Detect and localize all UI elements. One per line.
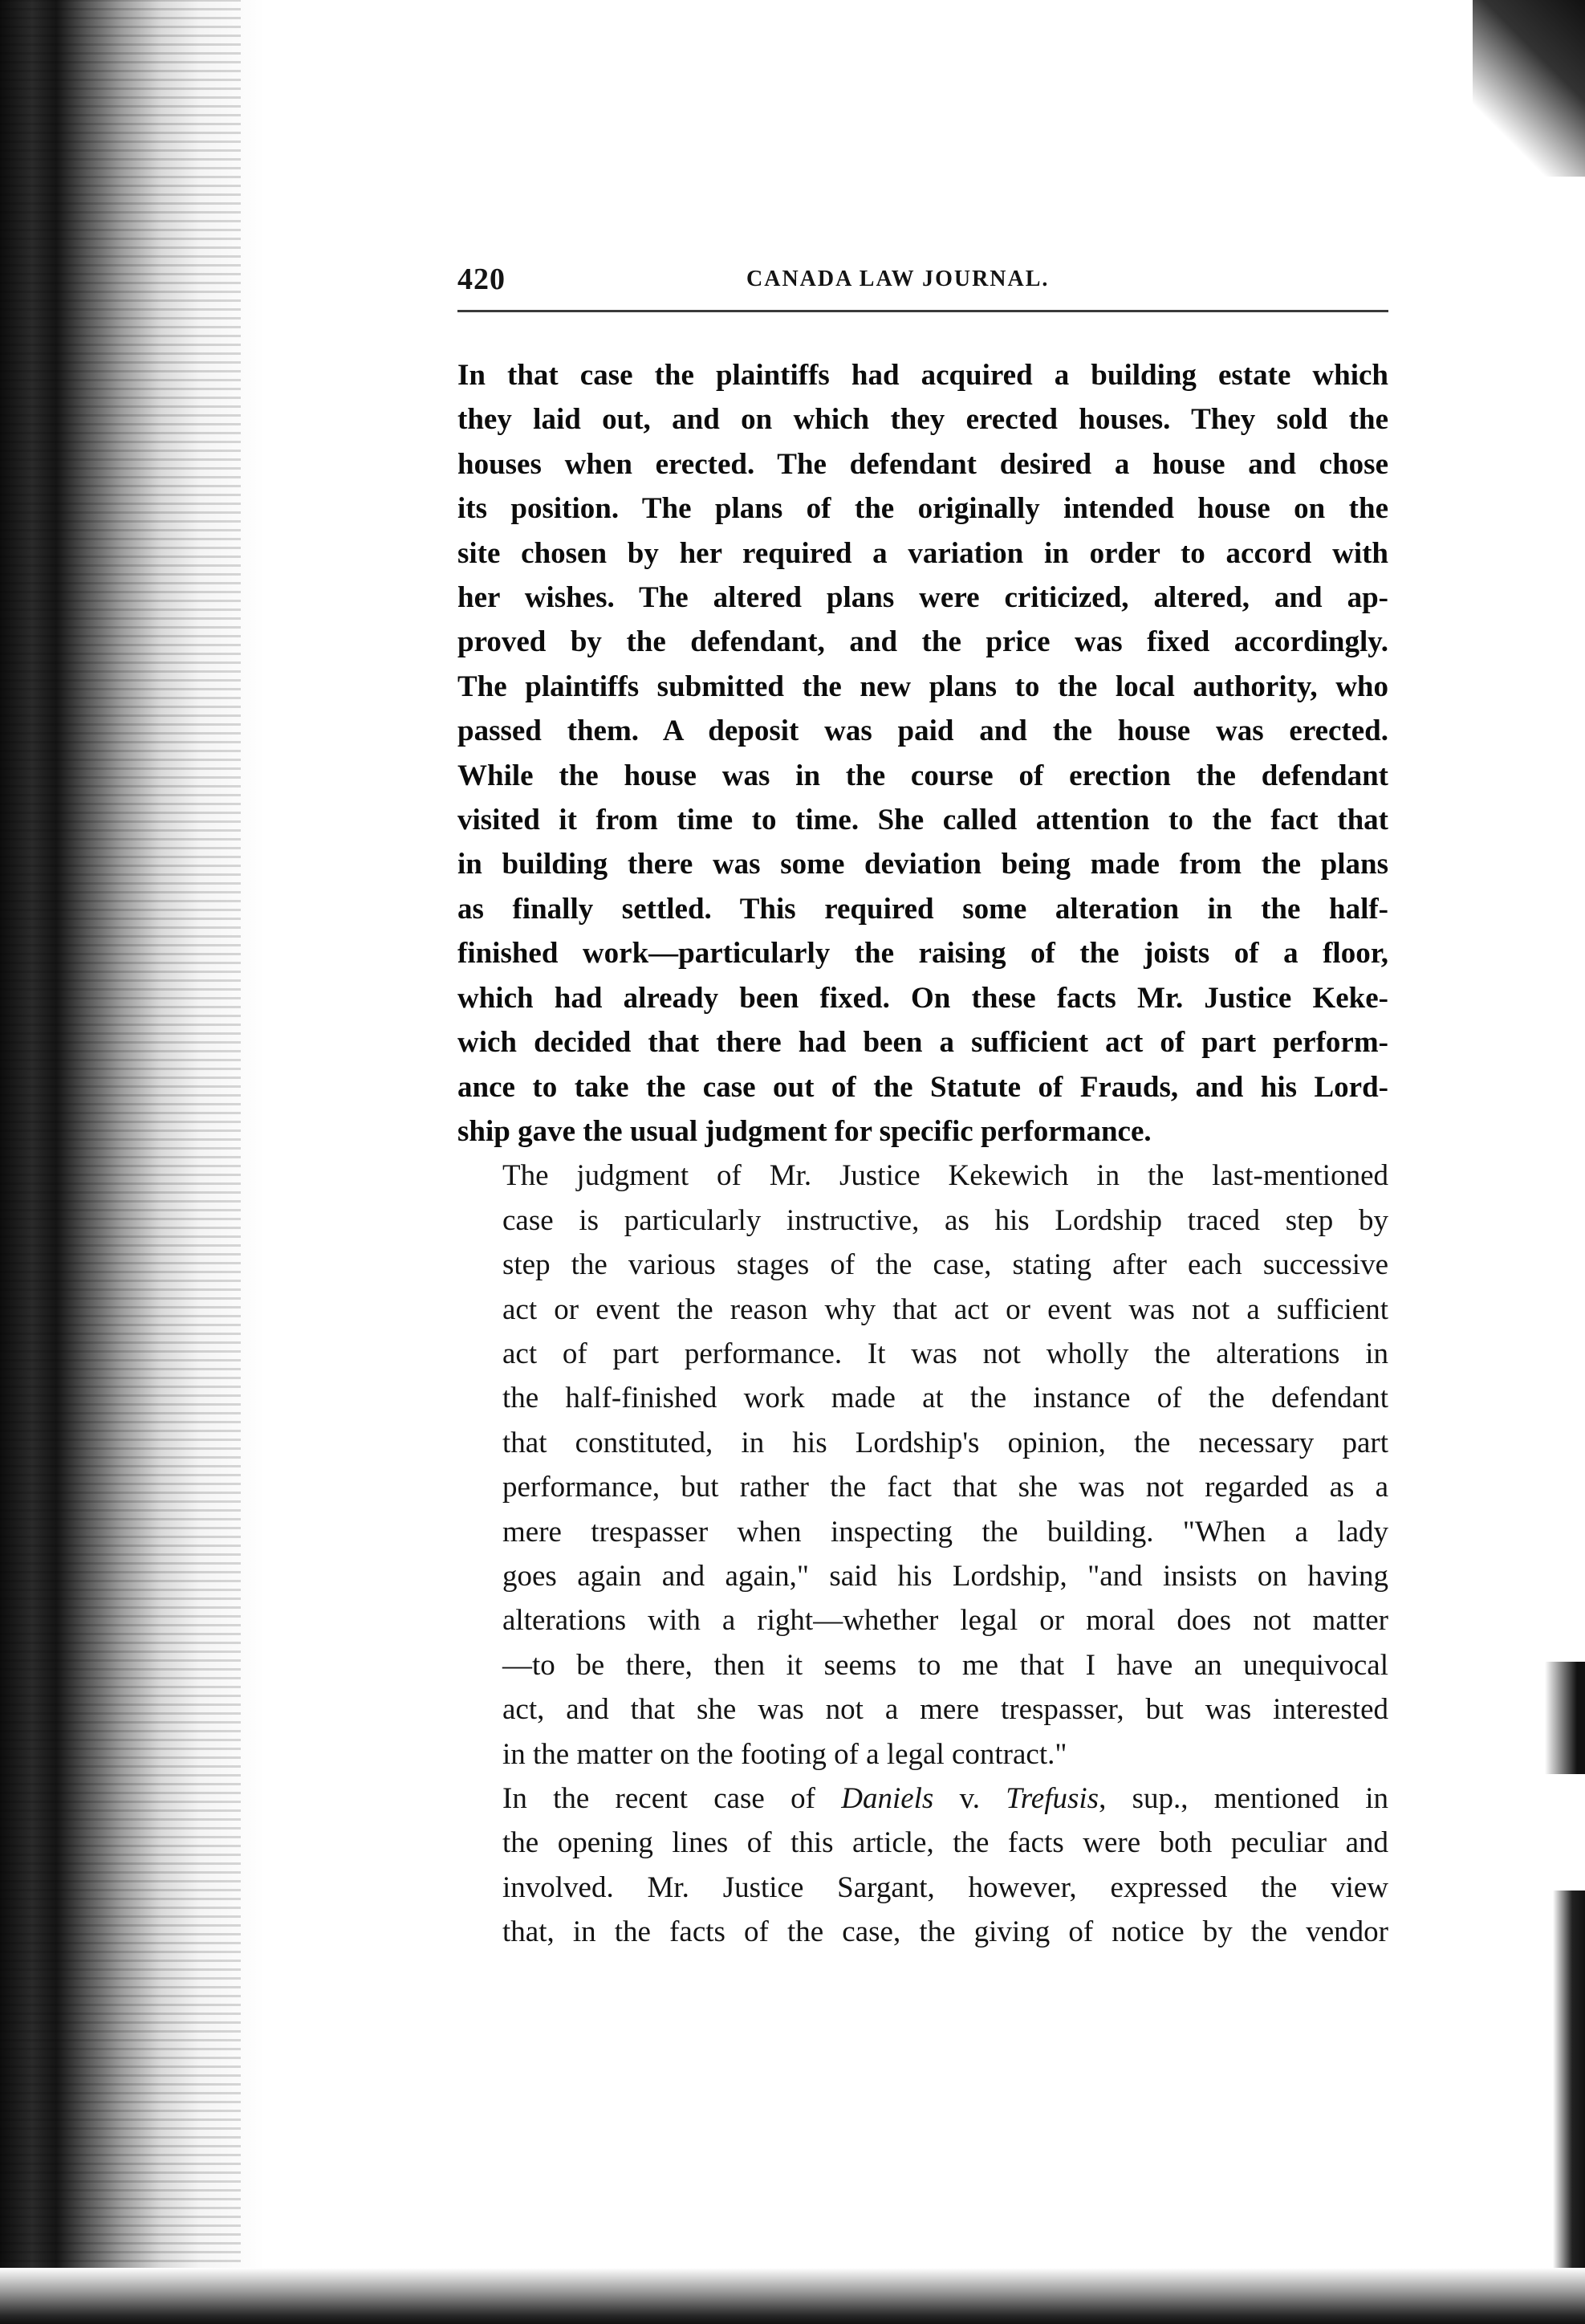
text-line: performance, but rather the fact that she was not regarded as a	[502, 1471, 1388, 1504]
paragraph-3-lead: In the recent case of	[502, 1782, 842, 1815]
text-line: that constituted, in his Lordship's opinion, the necessary part	[502, 1426, 1388, 1459]
running-head: CANADA LAW JOURNAL.	[746, 267, 1050, 291]
text-line: In that case the plaintiffs had acquired a building estate which	[457, 359, 1388, 392]
scan-corner-shadow	[1473, 0, 1585, 177]
text-line: proved by the defendant, and the price was fixed accordingly.	[457, 625, 1388, 659]
body-text	[457, 353, 1388, 1955]
case-versus: v.	[933, 1782, 1006, 1815]
text-line: finished work—particularly the raising of the joists of a floor,	[457, 937, 1388, 971]
text-line: they laid out, and on which they erected houses. They sold the	[457, 403, 1388, 437]
text-line: involved. Mr. Justice Sargant, however, expressed the view	[502, 1870, 1388, 1904]
scan-right-edge	[1553, 1891, 1585, 2276]
paragraph-3-line-1-rest: , sup., mentioned in	[1099, 1782, 1388, 1815]
paragraph-1	[457, 353, 1388, 1154]
scan-bottom-edge	[0, 2268, 1585, 2324]
text-line: ance to take the case out of the Statute of Frauds, and his Lord-	[457, 1070, 1388, 1104]
page-header	[457, 255, 1388, 311]
header-rule	[457, 310, 1388, 312]
text-line: passed them. A deposit was paid and the house was erected.	[457, 714, 1388, 748]
scan-left-edge-texture	[0, 0, 241, 2324]
text-line	[457, 1777, 1388, 1821]
text-line: While the house was in the course of erection the defendant	[457, 759, 1388, 792]
text-line: its position. The plans of the originally intended house on the	[457, 492, 1388, 526]
text-line: goes again and again," said his Lordship, "and insists on having	[502, 1559, 1388, 1593]
text-line: —to be there, then it seems to me that I have an unequivocal	[502, 1648, 1388, 1682]
text-line: in building there was some deviation being made from the plans	[457, 848, 1388, 881]
paragraph-3	[457, 1777, 1388, 1955]
text-line: case is particularly instructive, as his Lordship traced step by	[502, 1203, 1388, 1237]
text-line: her wishes. The altered plans were criticized, altered, and ap-	[457, 581, 1388, 615]
text-line: act or event the reason why that act or event was not a sufficient	[502, 1292, 1388, 1326]
text-line: site chosen by her required a variation in order to accord with	[457, 536, 1388, 570]
text-line: houses when erected. The defendant desired a house and chose	[457, 447, 1388, 481]
text-line: the half-finished work made at the instance of the defendant	[502, 1382, 1388, 1415]
text-line: ship gave the usual judgment for specific performance.	[457, 1114, 1152, 1148]
text-line: act of part performance. It was not wholly the alterations in	[502, 1337, 1388, 1370]
text-line: in the matter on the footing of a legal contract."	[502, 1737, 1067, 1771]
text-line: visited it from time to time. She called attention to the fact that	[457, 804, 1388, 837]
text-line: wich decided that there had been a sufficient act of part perform-	[457, 1026, 1388, 1060]
case-name-trefusis: Trefusis	[1006, 1782, 1099, 1815]
text-line: The judgment of Mr. Justice Kekewich in the last-mentioned	[502, 1159, 1388, 1193]
text-line: the opening lines of this article, the facts were both peculiar and	[502, 1826, 1388, 1860]
text-line: which had already been fixed. On these facts Mr. Justice Keke-	[457, 981, 1388, 1015]
paragraph-2	[457, 1154, 1388, 1777]
text-line: step the various stages of the case, stating after each successive	[502, 1248, 1388, 1282]
text-line: alterations with a right—whether legal or moral does not matter	[502, 1604, 1388, 1638]
text-line: as finally settled. This required some alteration in the half-	[457, 892, 1388, 926]
text-line: mere trespasser when inspecting the building. "When a lady	[502, 1515, 1388, 1549]
text-line: The plaintiffs submitted the new plans to the local authority, who	[457, 670, 1388, 703]
text-line: act, and that she was not a mere trespasser, but was interested	[502, 1693, 1388, 1727]
case-name-daniels: Daniels	[841, 1782, 934, 1815]
page-number: 420	[457, 263, 506, 296]
text-line: that, in the facts of the case, the giving of notice by the vendor	[502, 1915, 1388, 1949]
scan-edge-mark	[1545, 1662, 1585, 1774]
